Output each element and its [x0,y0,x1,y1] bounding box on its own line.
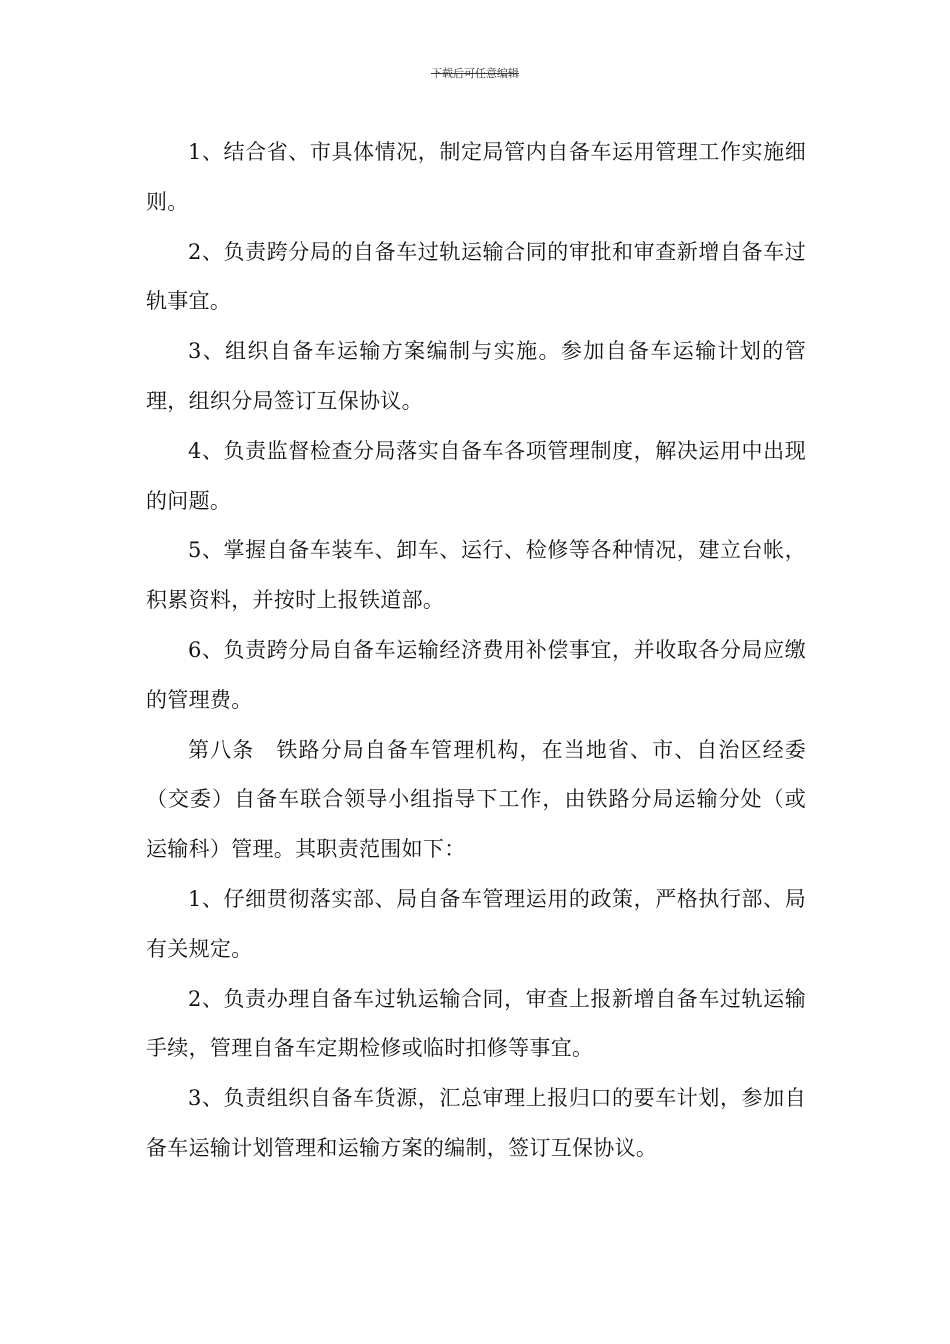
paragraph: 2、负责跨分局的自备车过轨运输合同的审批和审查新增自备车过轨事宜。 [146,239,806,314]
header-watermark-text: 下载后可任意编辑 [431,67,519,80]
paragraph: 3、负责组织自备车货源，汇总审理上报归口的要车计划，参加自备车运输计划管理和运输方案的编制，签订互保协议。 [146,1086,806,1160]
paragraph: 1、仔细贯彻落实部、局自备车管理运用的政策，严格执行部、局有关规定。 [146,886,806,961]
paragraph: 3、组织自备车运输方案编制与实施。参加自备车运输计划的管理，组织分局签订互保协议。 [146,339,806,413]
page-header [0,66,950,82]
paragraph: 4、负责监督检查分局落实自备车各项管理制度，解决运用中出现的问题。 [146,438,806,513]
paragraph: 6、负责跨分局自备车运输经济费用补偿事宜，并收取各分局应缴的管理费。 [146,637,806,712]
paragraph: 2、负责办理自备车过轨运输合同，审查上报新增自备车过轨运输手续，管理自备车定期检修或临时扣修等事宜。 [146,986,806,1061]
article-heading-paragraph: 第八条 铁路分局自备车管理机构，在当地省、市、自治区经委（交委）自备车联合领导小组指导下工作，由铁路分局运输分处（或运输科）管理。其职责范围如下： [146,737,806,862]
paragraph: 5、掌握自备车装车、卸车、运行、检修等各种情况，建立台帐，积累资料，并按时上报铁道部。 [146,538,806,613]
paragraph: 1、结合省、市具体情况，制定局管内自备车运用管理工作实施细则。 [146,140,806,214]
document-body [146,128,806,1174]
